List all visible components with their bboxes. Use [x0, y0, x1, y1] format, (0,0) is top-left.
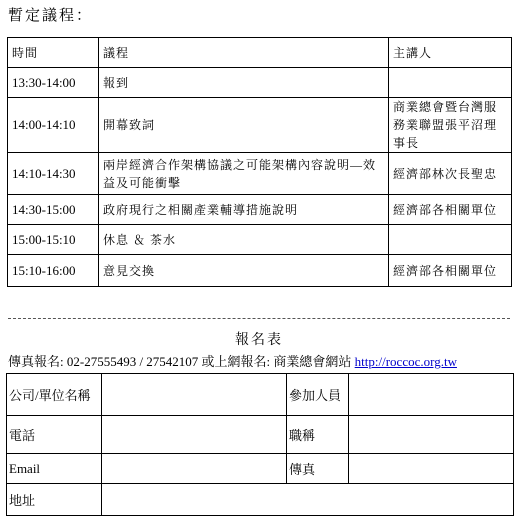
row-time: 14:30-15:00 [8, 195, 99, 225]
row-time: 15:10-16:00 [8, 255, 99, 287]
email-label: Email [7, 454, 102, 484]
form-row [7, 416, 514, 454]
dashed-divider [8, 318, 510, 319]
row-item: 報到 [99, 68, 389, 98]
row-item: 意見交換 [99, 255, 389, 287]
phone-field[interactable] [102, 416, 287, 454]
row-time: 13:30-14:00 [8, 68, 99, 98]
contact-text: 傳真報名: 02-27555493 / 27542107 或上網報名: 商業總會網站 [8, 354, 355, 369]
row-speaker: 經濟部各相關單位 [389, 195, 512, 225]
row-speaker [389, 68, 512, 98]
attendee-field[interactable] [349, 374, 514, 416]
job-title-field[interactable] [349, 416, 514, 454]
table-row [8, 255, 512, 287]
fax-label: 傳真 [287, 454, 349, 484]
phone-label: 電話 [7, 416, 102, 454]
row-speaker: 經濟部各相關單位 [389, 255, 512, 287]
column-header-agenda: 議程 [99, 38, 389, 68]
attendee-label: 參加人員 [287, 374, 349, 416]
table-row [8, 153, 512, 195]
row-item: 兩岸經濟合作架構協議之可能架構內容說明—效益及可能衝擊 [99, 153, 389, 195]
row-item: 休息 ＆ 茶水 [99, 225, 389, 255]
column-header-speaker: 主講人 [389, 38, 512, 68]
row-speaker [389, 225, 512, 255]
registration-title: 報名表 [235, 333, 283, 348]
registration-form [6, 373, 514, 516]
row-time: 14:10-14:30 [8, 153, 99, 195]
fax-field[interactable] [349, 454, 514, 484]
table-row [8, 98, 512, 153]
table-row [8, 68, 512, 98]
address-field[interactable] [102, 484, 514, 516]
row-speaker: 經濟部林次長聖忠 [389, 153, 512, 195]
row-item: 政府現行之相關產業輔導措施說明 [99, 195, 389, 225]
column-header-time: 時間 [8, 38, 99, 68]
row-time: 15:00-15:10 [8, 225, 99, 255]
agenda-heading: 暫定議程： [8, 8, 94, 24]
row-item: 開幕致詞 [99, 98, 389, 153]
form-row [7, 484, 514, 516]
form-row [7, 374, 514, 416]
company-label: 公司/單位名稱 [7, 374, 102, 416]
job-title-label: 職稱 [287, 416, 349, 454]
form-row [7, 454, 514, 484]
table-row [8, 225, 512, 255]
website-link[interactable]: http://roccoc.org.tw [354, 354, 457, 369]
table-row [8, 195, 512, 225]
address-label: 地址 [7, 484, 102, 516]
email-field[interactable] [102, 454, 287, 484]
agenda-table [7, 37, 512, 287]
row-speaker: 商業總會暨台灣服務業聯盟張平沼理事長 [389, 98, 512, 153]
company-field[interactable] [102, 374, 287, 416]
table-header-row [8, 38, 512, 68]
registration-contact [8, 351, 457, 370]
row-time: 14:00-14:10 [8, 98, 99, 153]
